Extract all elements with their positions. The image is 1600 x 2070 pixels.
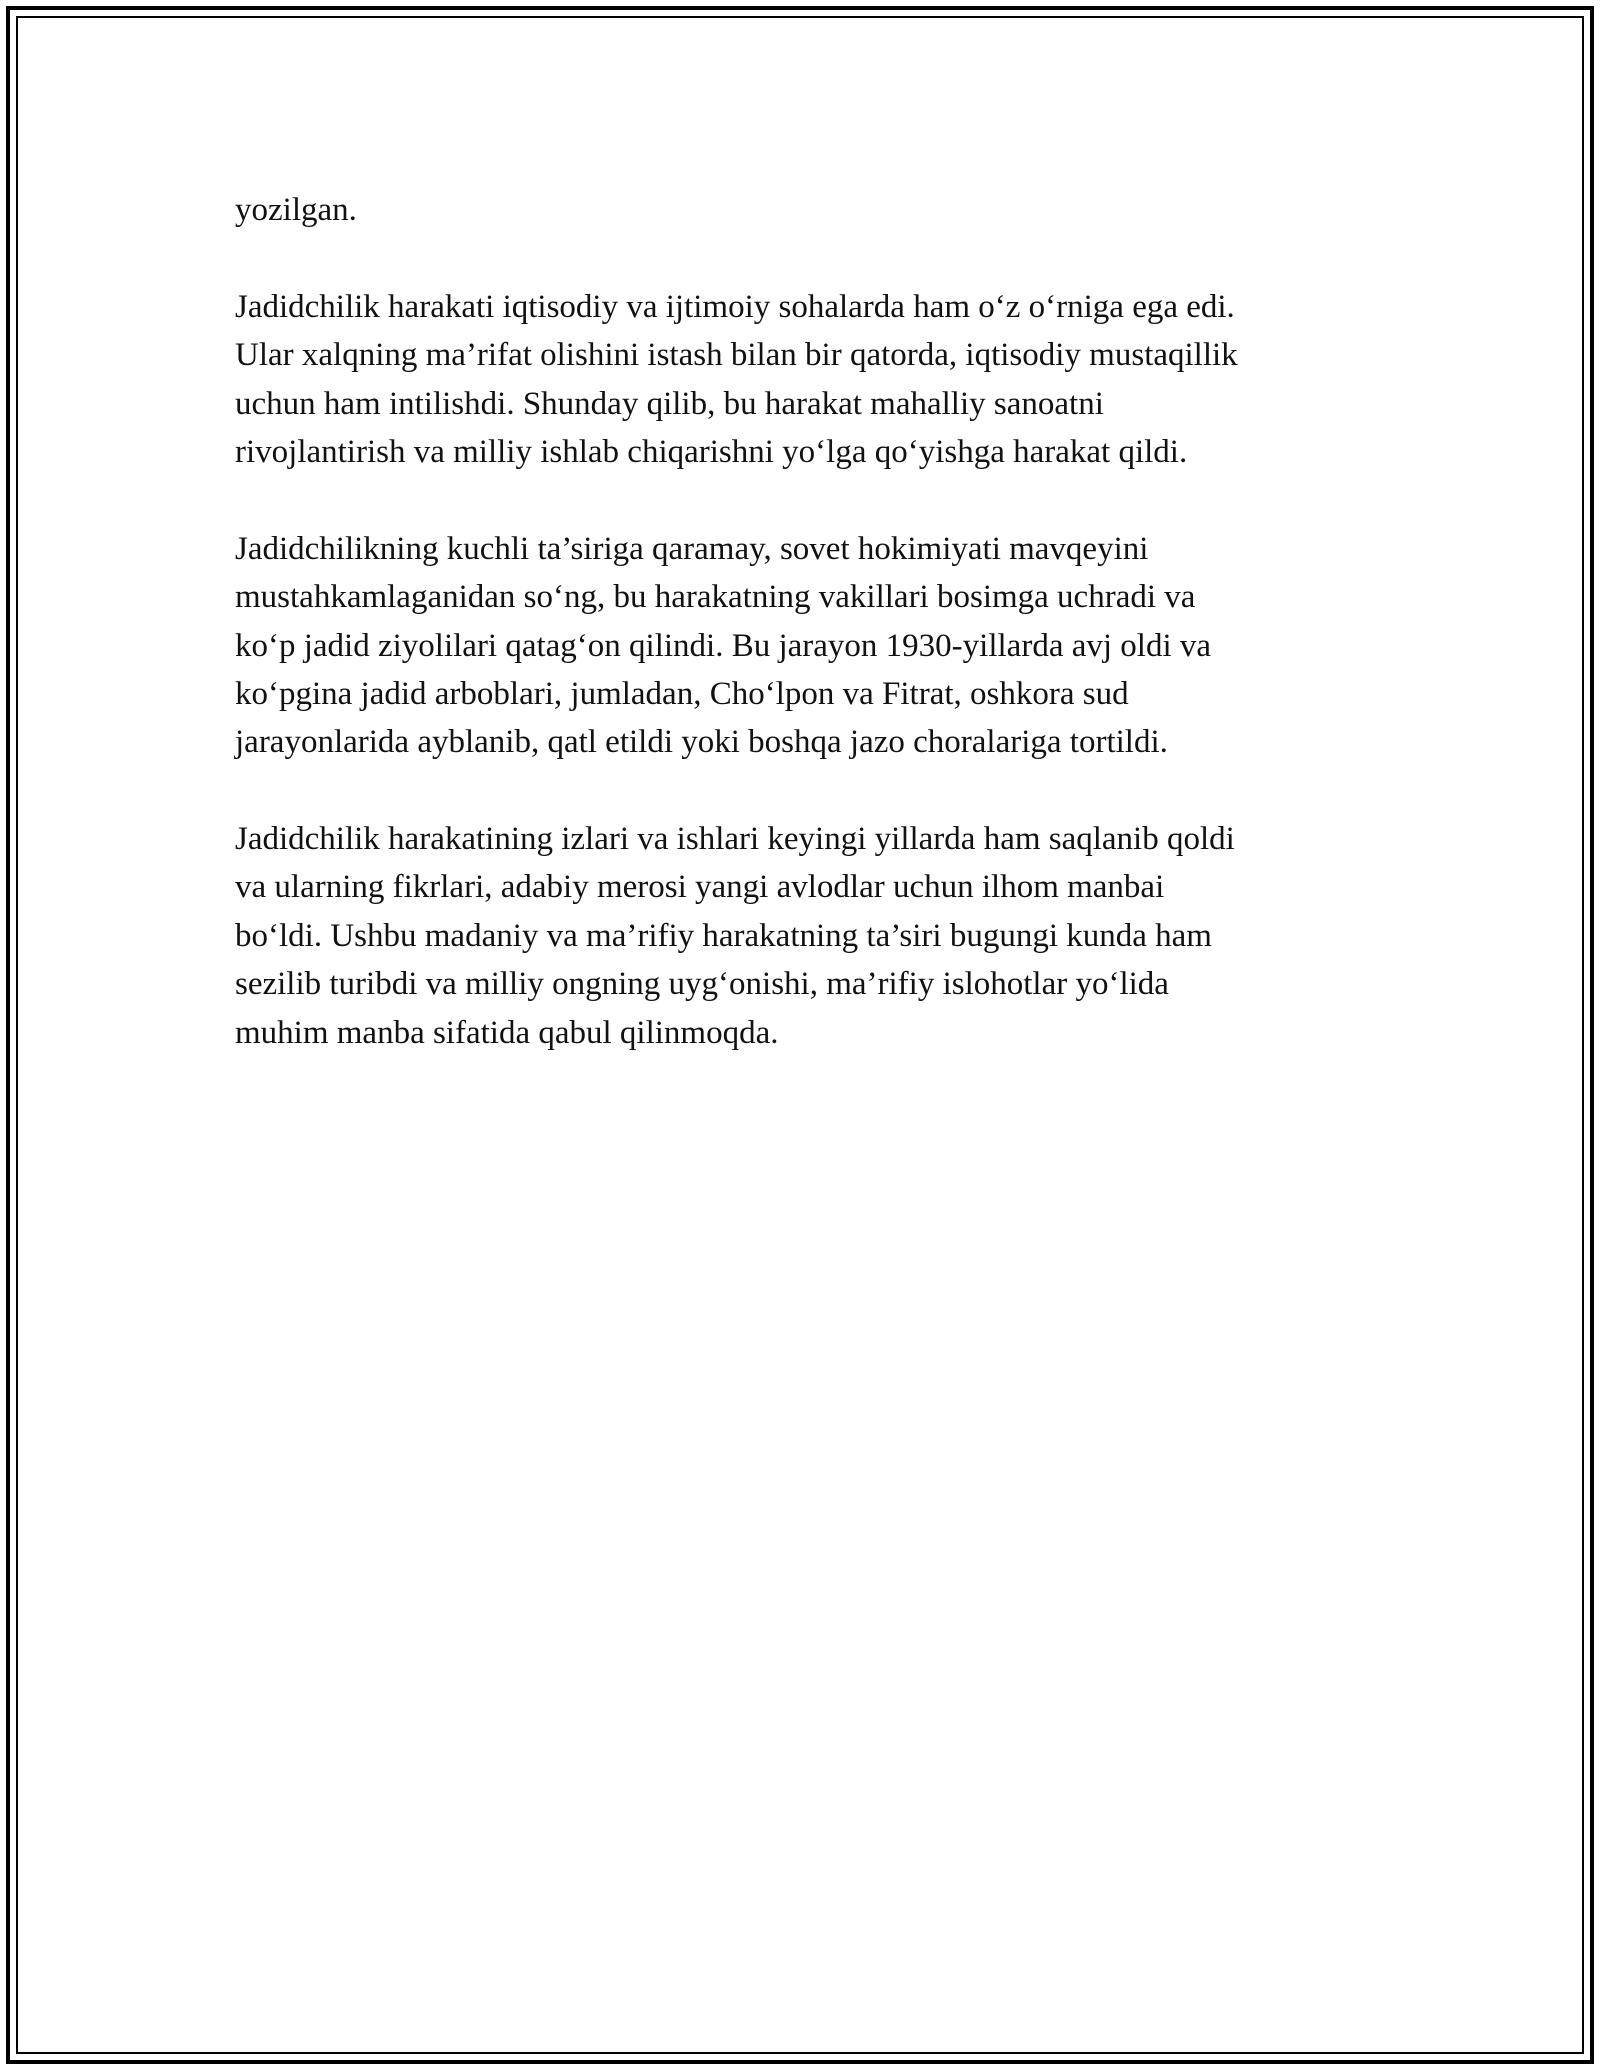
text-line: uchun ham intilishdi. Shunday qilib, bu harakat mahalliy sanoatni [235, 385, 1104, 422]
text-line: rivojlantirish va milliy ishlab chiqarishni yo‘lga qo‘yishga harakat qildi. [235, 433, 1188, 470]
text-line: Jadidchilik harakatining izlari va ishlari keyingi yillarda ham saqlanib qoldi [235, 821, 1235, 858]
text-line: sezilib turibdi va milliy ongning uyg‘onishi, ma’rifiy islohotlar yo‘lida [235, 966, 1169, 1003]
paragraph-3 [235, 525, 1375, 767]
text-line: Jadidchilikning kuchli ta’siriga qaramay, sovet hokimiyati mavqeyini [235, 530, 1149, 567]
text-line: ko‘pgina jadid arboblari, jumladan, Cho‘lpon va Fitrat, oshkora sud [235, 675, 1129, 712]
document-body [235, 186, 1375, 1105]
paragraph-1 [235, 186, 1375, 234]
text-line: yozilgan. [235, 192, 357, 228]
text-line: va ularning fikrlari, adabiy merosi yangi avlodlar uchun ilhom manbai [235, 869, 1165, 906]
paragraph-4 [235, 815, 1375, 1057]
text-line: muhim manba sifatida qabul qilinmoqda. [235, 1014, 779, 1051]
text-line: Ular xalqning ma’rifat olishini istash bilan bir qatorda, iqtisodiy mustaqillik [235, 337, 1238, 374]
text-line: ko‘p jadid ziyolilari qatag‘on qilindi. Bu jarayon 1930-yillarda avj oldi va [235, 627, 1212, 664]
text-line: Jadidchilik harakati iqtisodiy va ijtimoiy sohalarda ham o‘z o‘rniga ega edi. [235, 288, 1235, 325]
paragraph-2 [235, 283, 1375, 477]
text-line: mustahkamlaganidan so‘ng, bu harakatning vakillari bosimga uchradi va [235, 579, 1196, 616]
text-line: bo‘ldi. Ushbu madaniy va ma’rifiy harakatning ta’siri bugungi kunda ham [235, 917, 1212, 954]
text-line: jarayonlarida ayblanib, qatl etildi yoki boshqa jazo choralariga tortildi. [235, 724, 1168, 761]
